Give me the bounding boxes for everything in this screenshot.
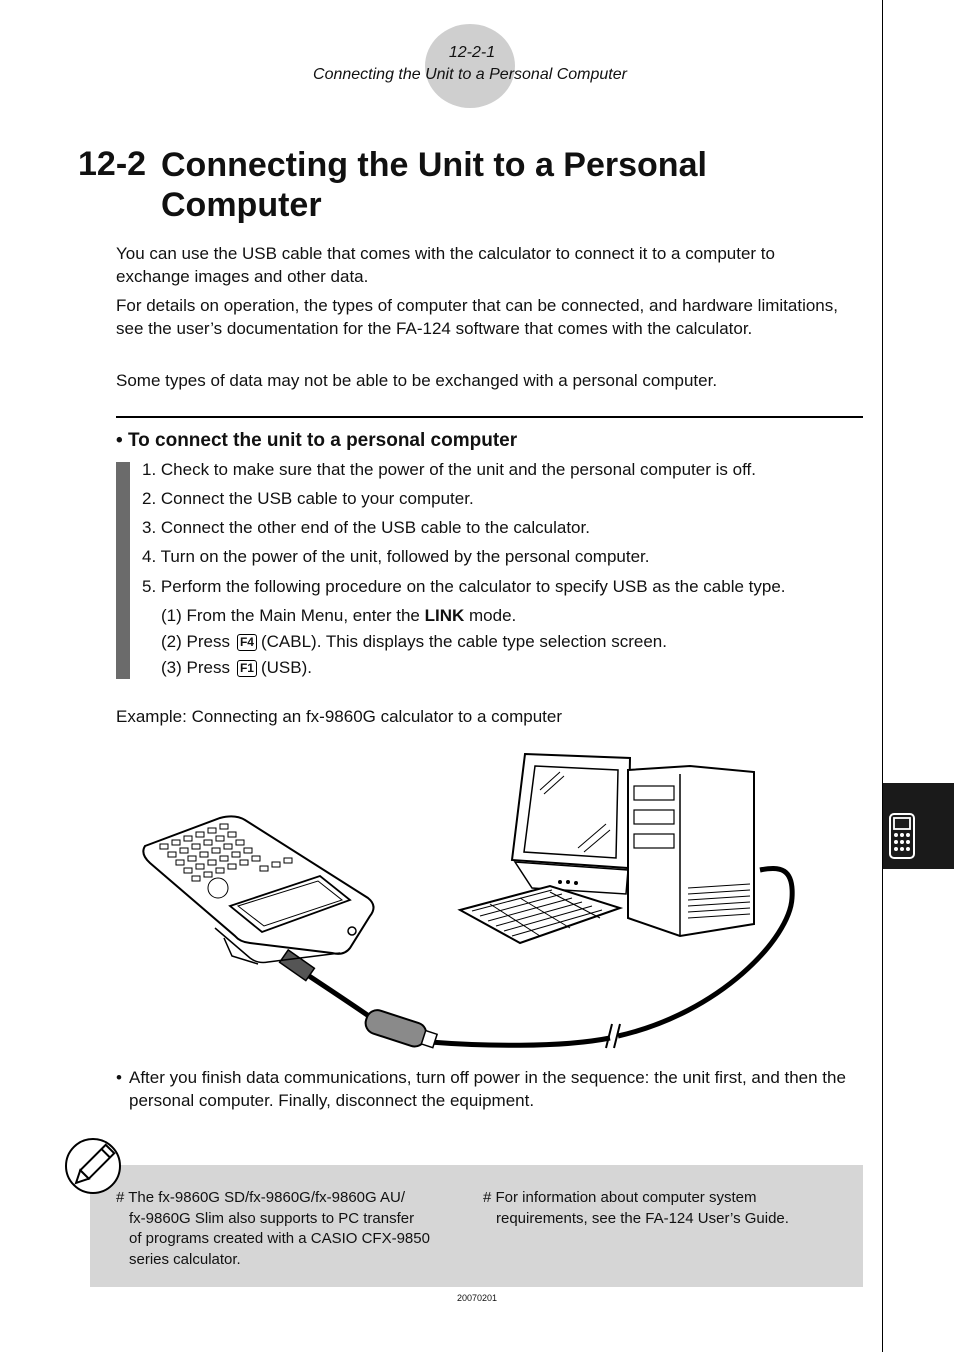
note-right (483, 1188, 789, 1229)
note-line: series calculator. (129, 1250, 241, 1268)
f1-key-icon: F1 (237, 660, 257, 677)
keyboard-illustration (460, 886, 620, 943)
page-edge-rule (882, 0, 883, 1352)
running-title: Connecting the Unit to a Personal Computer (313, 66, 627, 83)
substep-text: (2) Press (161, 632, 230, 651)
note-text: After you finish data communications, turn off power in the sequence: the unit first, and then the personal computer. Finally, disconnect the equipment. (129, 1068, 846, 1110)
intro-paragraph: Some types of data may not be able to be exchanged with a personal computer. (116, 371, 718, 390)
procedure-step: 5. Perform the following procedure on the calculator to specify USB as the cable type. (142, 577, 786, 596)
procedure-substep (161, 606, 516, 626)
mode-name: LINK (424, 606, 465, 625)
procedure-bar (116, 462, 130, 679)
procedure-title-text: To connect the unit to a personal computer (127, 430, 518, 451)
section-number: 12-2 (78, 145, 147, 183)
after-communication-note (116, 1066, 846, 1112)
procedure-substep (161, 632, 667, 652)
substep-text: (3) Press (161, 658, 230, 677)
procedure-substep (161, 658, 312, 678)
bullet: • (116, 1068, 122, 1087)
bullet: • (116, 430, 123, 451)
note-line: of programs created with a CASIO CFX-9850 (129, 1230, 430, 1247)
connection-illustration (140, 748, 810, 1058)
procedure-step: 1. Check to make sure that the power of the unit and the personal computer is off. (142, 460, 756, 479)
note-left (116, 1188, 430, 1270)
procedure-step: 2. Connect the USB cable to your computer. (142, 489, 474, 508)
procedure-step: 4. Turn on the power of the unit, followed by the personal computer. (142, 547, 650, 566)
substep-text: mode. (464, 606, 517, 625)
substep-text: (CABL). This displays the cable type selection screen. (260, 632, 667, 651)
intro-paragraph: For details on operation, the types of computer that can be connected, and hardware limitations, see the user’s documentation for the FA-124 software that comes with the calculator. (116, 296, 838, 338)
calculator-illustration (143, 816, 373, 964)
note-line: # The fx-9860G SD/fx-9860G/fx-9860G AU/ (116, 1189, 406, 1206)
substep-text: (1) From the Main Menu, enter the (161, 606, 425, 625)
chapter-tab (883, 783, 954, 869)
substep-text: (USB). (260, 658, 312, 677)
procedure-step: 3. Connect the other end of the USB cable to the calculator. (142, 518, 590, 537)
calculator-icon (888, 813, 916, 859)
note-line: requirements, see the FA-124 User’s Guide. (496, 1209, 789, 1227)
computer-tower-illustration (628, 766, 754, 936)
footer-code: 20070201 (456, 1293, 498, 1303)
section-title: Connecting the Unit to a Personal Computer (161, 146, 707, 224)
intro-paragraph: You can use the USB cable that comes with the calculator to connect it to a computer to exchange images and other data. (116, 244, 775, 286)
note-line: # For information about computer system (483, 1189, 757, 1206)
section-divider (116, 416, 863, 418)
f4-key-icon: F4 (237, 634, 257, 651)
note-line: fx-9860G Slim also supports to PC transfer (129, 1209, 415, 1227)
example-caption: Example: Connecting an fx-9860G calculator to a computer (116, 707, 563, 726)
monitor-illustration (512, 754, 630, 894)
procedure-title (116, 430, 517, 452)
pencil-note-icon (63, 1136, 123, 1196)
page-number: 12-2-1 (448, 44, 496, 61)
